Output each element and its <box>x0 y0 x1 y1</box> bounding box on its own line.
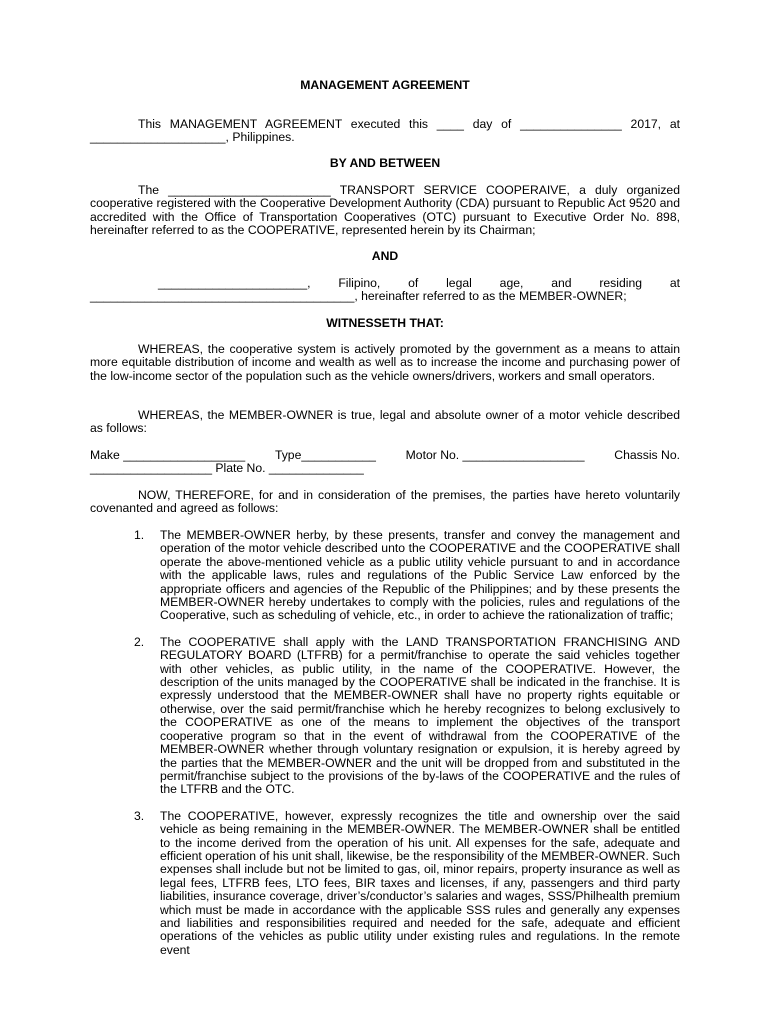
agreement-items-list <box>90 529 680 970</box>
vehicle-motor-no: Motor No. __________________ <box>405 448 585 462</box>
now-therefore-paragraph: NOW, THEREFORE, for and in consideration of the premises, the parties have hereto voluntarily covenanted and agreed as follows: <box>90 488 680 516</box>
intro-line-2: ____________________, Philippines. <box>90 130 295 145</box>
vehicle-description <box>90 449 680 476</box>
vehicle-make: Make __________________ <box>90 448 246 462</box>
vehicle-row-2: __________________ Plate No. ______________ <box>90 461 364 476</box>
vehicle-chassis-no: Chassis No. <box>614 448 680 462</box>
list-item <box>90 529 680 623</box>
and-heading: AND <box>371 249 399 263</box>
by-and-between-heading: BY AND BETWEEN <box>329 156 441 170</box>
item-text: The COOPERATIVE, however, expressly recognizes the title and ownership over the said vehicle as being remaining in the MEMBER-OWNER. The MEMBER-OWNER shall be entitled to the income derived from the operation of his unit. All expenses for the safe, adequate and efficient operation of his unit shall, likewise, be the responsibility of the MEMBER-OWNER. Such expenses shall include but not be limited to gas, oil, minor repairs, property insurance as well as legal fees, LTFRB fees, LTO fees, BIR taxes and licenses, if any, passengers and third party liabilities, insurance coverage, driver’s/conductor’s salaries and wages, SSS/Philhealth premium which must be made in accordance with the applicable SSS rules and generally any expenses and liabilities and responsibilities required and needed for the safe, adequate and efficient operations of the vehicles as public utility under existing rules and regulations. In the remote event <box>160 808 681 957</box>
member-line-2: _______________________________________, hereinafter referred to as the MEMBER-OWNER; <box>90 289 627 304</box>
intro-paragraph <box>90 118 680 145</box>
whereas-paragraph-1: WHEREAS, the cooperative system is actively promoted by the government as a means to attain more equitable distribution of income and wealth as well as to increase the income and purchasing power of the low-income sector of the population such as the vehicle owners/drivers, workers and small operators. <box>90 342 680 383</box>
list-item <box>90 636 680 797</box>
cooperative-paragraph: The ________________________ TRANSPORT SERVICE COOPERAIVE, a duly organized cooperative registered with the Cooperative Development Authority (CDA) pursuant to Republic Act 9520 and accredited with the Office of Transportation Cooperatives (OTC) pursuant to Executive Order No. 898, hereinafter referred to as the COOPERATIVE, represented herein by its Chairman; <box>90 183 680 238</box>
document-title: MANAGEMENT AGREEMENT <box>300 78 470 92</box>
item-number: 1. <box>134 528 145 542</box>
vehicle-type: Type___________ <box>274 448 376 462</box>
member-line-1: ______________________, Filipino, of legal age, and residing at <box>158 276 680 290</box>
list-item <box>90 810 680 957</box>
item-text: The COOPERATIVE shall apply with the LAND TRANSPORTATION FRANCHISING AND REGULATORY BOARD (LTFRB) for a permit/franchise to operate the said vehicles together with other vehicles, as public utility, in the name of the COOPERATIVE. However, the description of the units managed by the COOPERATIVE shall be indicated in the franchise. It is expressly understood that the MEMBER-OWNER shall have no property rights equitable or otherwise, over the said permit/franchise which he hereby recognizes to belong exclusively to the COOPERATIVE as one of the means to implement the objectives of the transport cooperative program so that in the event of withdrawal from the COOPERATIVE of the MEMBER-OWNER whether through voluntary resignation or expulsion, it is hereby agreed by the parties that the MEMBER-OWNER and the unit will be dropped from and substituted in the permit/franchise subject to the provisions of the by-laws of the COOPERATIVE and the rules of the LTFRB and the OTC. <box>160 634 680 797</box>
item-number: 3. <box>134 808 145 823</box>
intro-line-1: This MANAGEMENT AGREEMENT executed this ____ day of _______________ 2017, at <box>138 117 680 131</box>
item-number: 2. <box>134 634 145 649</box>
vehicle-row-1 <box>90 449 680 462</box>
item-text: The MEMBER-OWNER herby, by these presents, transfer and convey the management and operation of the motor vehicle described unto the COOPERATIVE and the COOPERATIVE shall operate the above-mentioned vehicle as a public utility vehicle pursuant to and in accordance with the applicable laws, rules and regulations of the Public Service Law enforced by the appropriate officers and agencies of the Republic of the Philippines; and by these presents the MEMBER-OWNER hereby undertakes to comply with the policies, rules and regulations of the Cooperative, such as scheduling of vehicle, etc., in order to achieve the rationalization of traffic; <box>160 528 680 623</box>
whereas-paragraph-2: WHEREAS, the MEMBER-OWNER is true, legal and absolute owner of a motor vehicle described as follows: <box>90 408 680 436</box>
witnesseth-heading: WITNESSETH THAT: <box>326 316 444 330</box>
member-owner-paragraph <box>90 277 680 304</box>
